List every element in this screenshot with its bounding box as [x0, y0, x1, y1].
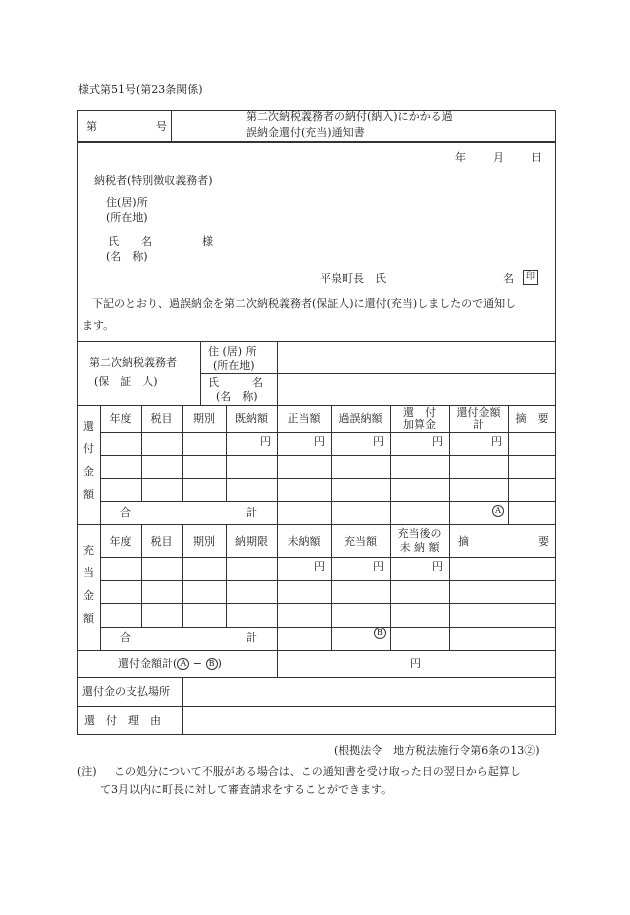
second-taxpayer-label-1: 第二次納税義務者 [89, 356, 177, 369]
taxpayer-label: 納税者(特別徴収義務者) [94, 174, 213, 187]
note-line2: て3月以内に町長に対して審査請求をすることができます。 [100, 783, 393, 796]
mark-b-circle: B [374, 627, 386, 639]
refund-side-1: 還 [83, 420, 94, 433]
refund-header-paid: 既納額 [235, 412, 268, 425]
appropriation-side-1: 充 [83, 544, 94, 557]
form-number: 様式第51号(第23条関係) [78, 83, 203, 96]
appropriation-total-label-1: 合 [120, 631, 131, 644]
appropriation-side-3: 金 [83, 589, 94, 602]
refund-header-total-2: 計 [473, 418, 484, 431]
name-label-1: 氏 名 [108, 235, 152, 248]
appropriation-header-remarks-2: 要 [538, 535, 549, 548]
issuer-name-suffix: 名 [503, 272, 514, 285]
refund-unit-total: 円 [491, 435, 502, 448]
name-label-2: (名 称) [106, 250, 148, 263]
refund-side-4: 額 [83, 488, 94, 501]
refund-header-addition-2: 加算金 [403, 418, 436, 431]
refund-total-row-label: 還付金額計( A − B ) [118, 657, 222, 670]
appropriation-header-after-1: 充当後の [397, 527, 442, 540]
appropriation-header-year: 年度 [109, 535, 132, 548]
second-name-label-1: 氏 名 [208, 376, 263, 389]
refund-unit-overpaid: 円 [373, 435, 384, 448]
notice-line2: ます。 [82, 319, 115, 332]
mark-a-inline: A [177, 658, 189, 670]
appropriation-header-tax-item: 税目 [150, 535, 173, 548]
appropriation-header-unpaid: 未納額 [287, 535, 321, 548]
note-prefix: (注) [77, 765, 97, 778]
notice-line1: 下記のとおり、過誤納金を第二次納税義務者(保証人)に還付(充当)しましたので通知し [92, 297, 517, 310]
appropriation-unit-appropriated: 円 [373, 560, 384, 573]
appropriation-total-label-2: 計 [246, 631, 257, 644]
appropriation-header-appropriated: 充当額 [344, 535, 377, 548]
appropriation-header-remarks-1: 摘 [458, 535, 469, 548]
mark-b-inline: B [206, 658, 218, 670]
legal-basis: (根拠法令 地方税法施行令第6条の13②) [334, 744, 540, 757]
refund-header-correct: 正当額 [287, 412, 321, 425]
number-label-2: 号 [156, 120, 167, 133]
address-label-2: (所在地) [106, 211, 148, 224]
refund-header-period: 期別 [193, 412, 215, 425]
refund-unit-paid: 円 [260, 435, 271, 448]
refund-side-3: 金 [83, 465, 94, 478]
refund-header-total-1: 還付金額 [456, 406, 501, 419]
refund-total-label-1: 合 [120, 506, 131, 519]
refund-total-unit: 円 [410, 657, 421, 670]
date-day: 日 [531, 151, 542, 164]
refund-header-remarks: 摘 要 [515, 412, 549, 425]
refund-unit-addition: 円 [432, 435, 443, 448]
appropriation-header-after-2: 未 納 額 [399, 541, 440, 554]
date-year: 年 [455, 151, 466, 164]
appropriation-header-due: 納期限 [235, 535, 268, 548]
refund-header-addition-1: 還 付 [403, 406, 436, 419]
second-address-label-1: 住 (居) 所 [208, 345, 257, 358]
address-label-1: 住(居)所 [106, 196, 148, 209]
note-line1: この処分について不服がある場合は、この通知書を受け取った日の翌日から起算し [114, 765, 521, 778]
appropriation-unit-after: 円 [432, 560, 443, 573]
honorific: 様 [202, 235, 213, 248]
refund-header-overpaid: 過誤納額 [338, 412, 383, 425]
date-month: 月 [493, 151, 504, 164]
document-title-line1: 第二次納税義務者の納付(納入)にかかる過 [246, 110, 453, 123]
refund-header-tax-item: 税目 [150, 412, 173, 425]
reason-label: 還 付 理 由 [84, 714, 161, 727]
number-label-1: 第 [86, 120, 97, 133]
appropriation-header-period: 期別 [193, 535, 215, 548]
payment-place-label: 還付金の支払場所 [82, 685, 170, 698]
refund-unit-correct: 円 [314, 435, 325, 448]
appropriation-unit-unpaid: 円 [314, 560, 325, 573]
refund-header-year: 年度 [109, 412, 132, 425]
second-taxpayer-label-2: (保 証 人) [94, 375, 158, 388]
appropriation-side-2: 当 [83, 566, 94, 579]
refund-side-2: 付 [83, 442, 94, 455]
refund-total-label-2: 計 [246, 506, 257, 519]
issuer-mayor: 平泉町長 氏 [320, 272, 386, 285]
second-name-label-2: (名 称) [216, 390, 258, 403]
second-address-label-2: (所在地) [213, 359, 255, 372]
mark-a-circle: A [492, 505, 504, 517]
appropriation-side-4: 額 [83, 612, 94, 625]
document-title-line2: 誤納金還付(充当)通知書 [246, 126, 365, 139]
seal-mark: 印 [523, 270, 538, 285]
